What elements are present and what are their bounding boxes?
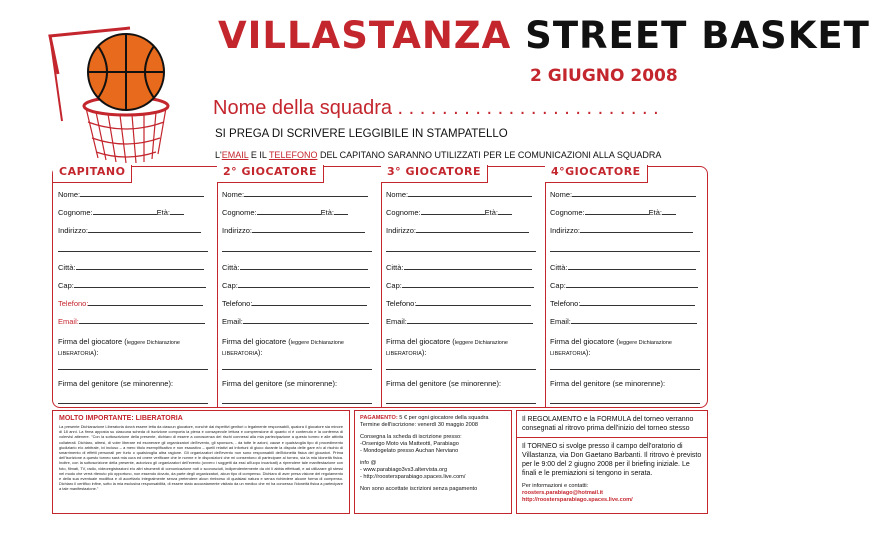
address-field[interactable]: Indirizzo:: [386, 226, 529, 235]
surname-field[interactable]: Cognome: Età:: [222, 208, 348, 217]
contact-email-link[interactable]: roosters.parabiago@hotmail.it: [522, 490, 603, 496]
parent-signature-label: Firma del genitore (se minorenne):: [58, 379, 174, 388]
address-line-2[interactable]: [386, 251, 536, 252]
basketball-hoop-logo: [40, 26, 190, 166]
contacts-section: [522, 483, 702, 504]
write-clearly-notice: SI PREGA DI SCRIVERE LEGGIBILE IN STAMPATELLO: [215, 128, 508, 140]
liberatoria-text: La presente Dichiarazione Liberatoria dovrà essere letta da ciascun giocatore, nonché dai rispettivi genitori o legalmente responsabili, qualora il giocatore sia minore di 18 anni. La firma apposta su ciascuna scheda di iscrizione comporta la piena e consapevole lettura e comprensione di quanto vi è contenuto e la conferma di volervisi attenere. "Con la sottoscrizione della presente, dichiaro di essere a conoscenza dei rischi connessi alla mia partecipazione a questo torneo e alle attività collaterali. Dichiaro, altresì, di voler liberare ed esonerare gli organizzatori dell'evento, gli sponsors, - da tutte le azioni, cause e qualsivoglia tipo di procedimento giudiziario e/o arbitrale, ivi incluso – a mero titolo esemplificativo e non esaustivo – quelli relativi ad infortuni di gioco durante la disputa delle gare e/o al rischio di smarrimento di effetti personali per furto o qualsivoglia altra ragione. Gli organizzatori dell'evento non sono responsabili dell'idoneità fisica dei giocatori. Prima dell'iscrizione a questo torneo sarà mia cura ed onere verificare che le norme e le disposizioni che mi consentono di partecipare al torneo, sia la mia idoneità fisica. Inoltre, con la sottoscrizione della presente, autorizzo gli organizzatori dell'evento (ovvero i soggetti da essi all'uopo incaricati) a riprendere tale manifestazione con foto, filmati, TV, radio, videoregistrazioni e/o altri strumenti di comunicazione noti o sconosciuti, indipendentemente da chi li abbia effettuati, e ad utilizzare gli stessi nel modo che verrà ritenuto più opportuno, non essendo dovuto, da parte degli organizzatori, alcun tipo di compenso. Dichiaro di aver presa visione del regolamento e della sua eventuale modifica e di accettarlo integralmente senza pretendere alcun rimborso di qualsiasi natura e senza richiedere alcune forma di compenso. Dichiaro il certifico infine, sotto la mia esclusiva responsabilità, di essere stato accuratamente visitato da un medico che mi ha concesso l'idoneità fisica a partecipare a tale manifestazione.": [59, 424, 343, 492]
liberatoria-title: MOLTO IMPORTANTE: LIBERATORIA: [59, 415, 183, 422]
phone-highlight: TELEFONO: [268, 150, 318, 160]
address-line-2[interactable]: [58, 251, 208, 252]
name-field[interactable]: Nome:: [222, 190, 368, 199]
player-column-captain: [53, 167, 217, 407]
liberatoria-box: [52, 410, 350, 514]
event-title: [218, 14, 870, 57]
contact-notice: L'EMAIL E IL TELEFONO DEL CAPITANO SARANNO UTILIZZATI PER LE COMUNICAZIONI ALLA SQUADRA: [215, 150, 662, 160]
player-column-2: [217, 167, 381, 407]
player-signature-line[interactable]: [386, 369, 536, 370]
delivery-location-2: - Mondogelato presso Auchan Nerviano: [360, 448, 459, 454]
player-signature-label: Firma del giocatore (leggere Dichiarazione LIBERATORIA):: [386, 337, 508, 357]
info-link-1[interactable]: - www.parabiago3vs3.altervista.org: [360, 467, 448, 473]
address-line-2[interactable]: [222, 251, 372, 252]
player-signature-label: Firma del giocatore (leggere Dichiarazione LIBERATORIA):: [222, 337, 344, 357]
parent-signature-line[interactable]: [550, 403, 700, 404]
address-field[interactable]: Indirizzo:: [222, 226, 365, 235]
parent-signature-line[interactable]: [222, 403, 372, 404]
info-link-2[interactable]: - http://roostersparabiago.spaces.live.com/: [360, 474, 466, 480]
city-field[interactable]: Città:: [58, 263, 204, 272]
rules-box: [516, 410, 708, 514]
email-field[interactable]: Email:: [222, 317, 369, 326]
address-line-2[interactable]: [550, 251, 700, 252]
team-name-field[interactable]: Nome della squadra . . . . . . . . . . . . . . . . . . . . . . . .: [213, 97, 659, 119]
player-signature-line[interactable]: [222, 369, 372, 370]
contacts-label: Per informazioni e contatti:: [522, 483, 589, 489]
payment-line: PAGAMENTO: 5 € per ogni giocatore della squadra: [360, 415, 489, 421]
player-column-4: [545, 167, 707, 407]
no-late-registration: Non sono accettate iscrizioni senza pagamento: [360, 486, 478, 492]
zip-field[interactable]: Cap:: [222, 281, 370, 290]
column-heading: 4°GIOCATORE: [545, 165, 648, 183]
player-signature-line[interactable]: [550, 369, 700, 370]
city-field[interactable]: Città:: [222, 263, 368, 272]
tournament-text: Il TORNEO si svolge presso il campo dell'oratorio di Villastanza, via Don Gaetano Barbanti. Il ritrovo è previsto per le 9:00 del 2 giugno 2008 per il briefing iniziale. Le finali e le premiazioni si tengono in serata.: [522, 443, 702, 477]
column-heading: 3° GIOCATORE: [381, 165, 488, 183]
column-heading: 2° GIOCATORE: [217, 165, 324, 183]
rules-divider: [517, 437, 707, 438]
basketball-icon: [88, 34, 164, 110]
zip-field[interactable]: Cap:: [550, 281, 698, 290]
city-field[interactable]: Città:: [550, 263, 696, 272]
surname-field[interactable]: Cognome: Età:: [550, 208, 676, 217]
name-field[interactable]: Nome:: [550, 190, 696, 199]
city-field[interactable]: Città:: [386, 263, 532, 272]
event-date: 2 GIUGNO 2008: [530, 66, 678, 86]
contact-web-link[interactable]: http://roostersparabiago.spaces.live.com/: [522, 497, 633, 503]
address-field[interactable]: Indirizzo:: [550, 226, 693, 235]
player-signature-line[interactable]: [58, 369, 208, 370]
email-field[interactable]: Email:: [550, 317, 697, 326]
rules-text: Il REGOLAMENTO e la FORMULA del torneo verranno consegnati al ritrovo prima dell'inizio del torneo stesso: [522, 416, 694, 432]
name-field[interactable]: Nome:: [386, 190, 532, 199]
phone-field[interactable]: Telefono:: [386, 299, 531, 308]
address-field[interactable]: Indirizzo:: [58, 226, 201, 235]
title-street-basket: STREET BASKET: [525, 14, 870, 57]
player-signature-label: Firma del giocatore (leggere Dichiarazione LIBERATORIA):: [550, 337, 672, 357]
parent-signature-label: Firma del genitore (se minorenne):: [386, 379, 502, 388]
title-villastanza: VILLASTANZA: [218, 14, 512, 57]
email-field[interactable]: Email:: [58, 317, 205, 326]
delivery-location-1: -Orsenigo Moto via Matteotti, Parabiago: [360, 441, 459, 447]
email-field[interactable]: Email:: [386, 317, 533, 326]
parent-signature-label: Firma del genitore (se minorenne):: [550, 379, 666, 388]
surname-field[interactable]: Cognome: Età:: [58, 208, 184, 217]
registration-form: [52, 166, 708, 408]
player-column-3: [381, 167, 545, 407]
phone-field[interactable]: Telefono:: [58, 299, 203, 308]
parent-signature-line[interactable]: [58, 403, 208, 404]
payment-info-box: [354, 410, 512, 514]
email-highlight: EMAIL: [221, 150, 249, 160]
surname-field[interactable]: Cognome: Età:: [386, 208, 512, 217]
parent-signature-label: Firma del genitore (se minorenne):: [222, 379, 338, 388]
zip-field[interactable]: Cap:: [386, 281, 534, 290]
phone-field[interactable]: Telefono:: [550, 299, 695, 308]
player-signature-label: Firma del giocatore (leggere Dichiarazione LIBERATORIA):: [58, 337, 180, 357]
column-heading: CAPITANO: [53, 165, 132, 183]
deadline-line: Termine dell'iscrizione: venerdì 30 maggio 2008: [360, 422, 478, 428]
info-label: info @: [360, 460, 377, 466]
parent-signature-line[interactable]: [386, 403, 536, 404]
delivery-title: Consegna la scheda di iscrizione presso:: [360, 434, 462, 440]
phone-field[interactable]: Telefono:: [222, 299, 367, 308]
zip-field[interactable]: Cap:: [58, 281, 206, 290]
name-field[interactable]: Nome:: [58, 190, 204, 199]
